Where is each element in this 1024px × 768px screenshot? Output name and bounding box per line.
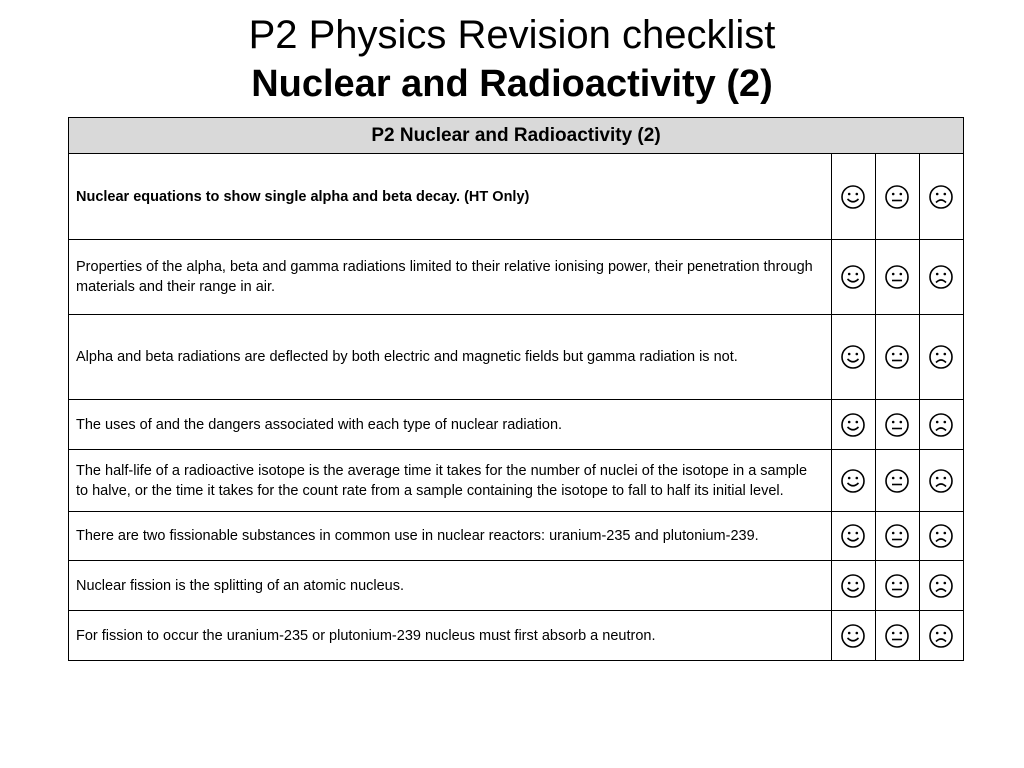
sad-face-icon xyxy=(920,412,963,438)
neutral-face-cell[interactable] xyxy=(875,400,919,450)
smiley-face-icon xyxy=(832,573,875,599)
sad-face-icon xyxy=(920,573,963,599)
neutral-face-icon xyxy=(876,623,919,649)
checklist-item-text: The uses of and the dangers associated with each type of nuclear radiation. xyxy=(69,400,832,450)
neutral-face-cell[interactable] xyxy=(875,450,919,512)
sad-face-cell[interactable] xyxy=(919,611,963,661)
slide-title xyxy=(0,12,1024,110)
checklist-item-text: There are two fissionable substances in common use in nuclear reactors: uranium-235 and plutonium-239. xyxy=(69,512,832,561)
neutral-face-cell[interactable] xyxy=(875,240,919,315)
neutral-face-icon xyxy=(876,184,919,210)
neutral-face-icon xyxy=(876,264,919,290)
checklist-item-text: For fission to occur the uranium-235 or plutonium-239 nucleus must first absorb a neutron. xyxy=(69,611,832,661)
sad-face-icon xyxy=(920,623,963,649)
smiley-face-icon xyxy=(832,412,875,438)
neutral-face-icon xyxy=(876,523,919,549)
revision-checklist-table xyxy=(68,117,964,661)
table-row xyxy=(69,561,964,611)
neutral-face-icon xyxy=(876,468,919,494)
smiley-face-cell[interactable] xyxy=(831,611,875,661)
checklist-item-text: Nuclear fission is the splitting of an atomic nucleus. xyxy=(69,561,832,611)
table-row xyxy=(69,611,964,661)
smiley-face-icon xyxy=(832,184,875,210)
table-row xyxy=(69,154,964,240)
sad-face-cell[interactable] xyxy=(919,154,963,240)
sad-face-icon xyxy=(920,344,963,370)
sad-face-icon xyxy=(920,468,963,494)
smiley-face-icon xyxy=(832,468,875,494)
sad-face-cell[interactable] xyxy=(919,240,963,315)
smiley-face-cell[interactable] xyxy=(831,315,875,400)
smiley-face-icon xyxy=(832,523,875,549)
table-row xyxy=(69,512,964,561)
table-header: P2 Nuclear and Radioactivity (2) xyxy=(69,118,964,154)
checklist-item-text: Properties of the alpha, beta and gamma radiations limited to their relative ionising power, their penetration through materials and their range in air. xyxy=(69,240,832,315)
table-row xyxy=(69,400,964,450)
checklist-rows xyxy=(69,154,964,661)
neutral-face-icon xyxy=(876,344,919,370)
neutral-face-cell[interactable] xyxy=(875,315,919,400)
smiley-face-cell[interactable] xyxy=(831,240,875,315)
smiley-face-icon xyxy=(832,264,875,290)
sad-face-icon xyxy=(920,184,963,210)
neutral-face-icon xyxy=(876,412,919,438)
table-row xyxy=(69,450,964,512)
sad-face-cell[interactable] xyxy=(919,561,963,611)
sad-face-cell[interactable] xyxy=(919,400,963,450)
neutral-face-cell[interactable] xyxy=(875,561,919,611)
smiley-face-cell[interactable] xyxy=(831,450,875,512)
smiley-face-icon xyxy=(832,623,875,649)
neutral-face-cell[interactable] xyxy=(875,611,919,661)
smiley-face-cell[interactable] xyxy=(831,561,875,611)
checklist-item-text: Nuclear equations to show single alpha and beta decay. (HT Only) xyxy=(69,154,832,240)
sad-face-icon xyxy=(920,264,963,290)
neutral-face-icon xyxy=(876,573,919,599)
table-row xyxy=(69,240,964,315)
table-row xyxy=(69,315,964,400)
smiley-face-cell[interactable] xyxy=(831,400,875,450)
sad-face-cell[interactable] xyxy=(919,450,963,512)
sad-face-cell[interactable] xyxy=(919,315,963,400)
page-subtitle: Nuclear and Radioactivity (2) xyxy=(251,63,773,105)
smiley-face-icon xyxy=(832,344,875,370)
checklist-item-text: The half-life of a radioactive isotope is the average time it takes for the number of nuclei of the isotope in a sample to halve, or the time it takes for the count rate from a sample containing the isotope to fall to half its initial level. xyxy=(69,450,832,512)
neutral-face-cell[interactable] xyxy=(875,512,919,561)
checklist-item-text: Alpha and beta radiations are deflected by both electric and magnetic fields but gamma radiation is not. xyxy=(69,315,832,400)
neutral-face-cell[interactable] xyxy=(875,154,919,240)
page-title: P2 Physics Revision checklist xyxy=(248,13,776,57)
sad-face-cell[interactable] xyxy=(919,512,963,561)
smiley-face-cell[interactable] xyxy=(831,154,875,240)
sad-face-icon xyxy=(920,523,963,549)
smiley-face-cell[interactable] xyxy=(831,512,875,561)
